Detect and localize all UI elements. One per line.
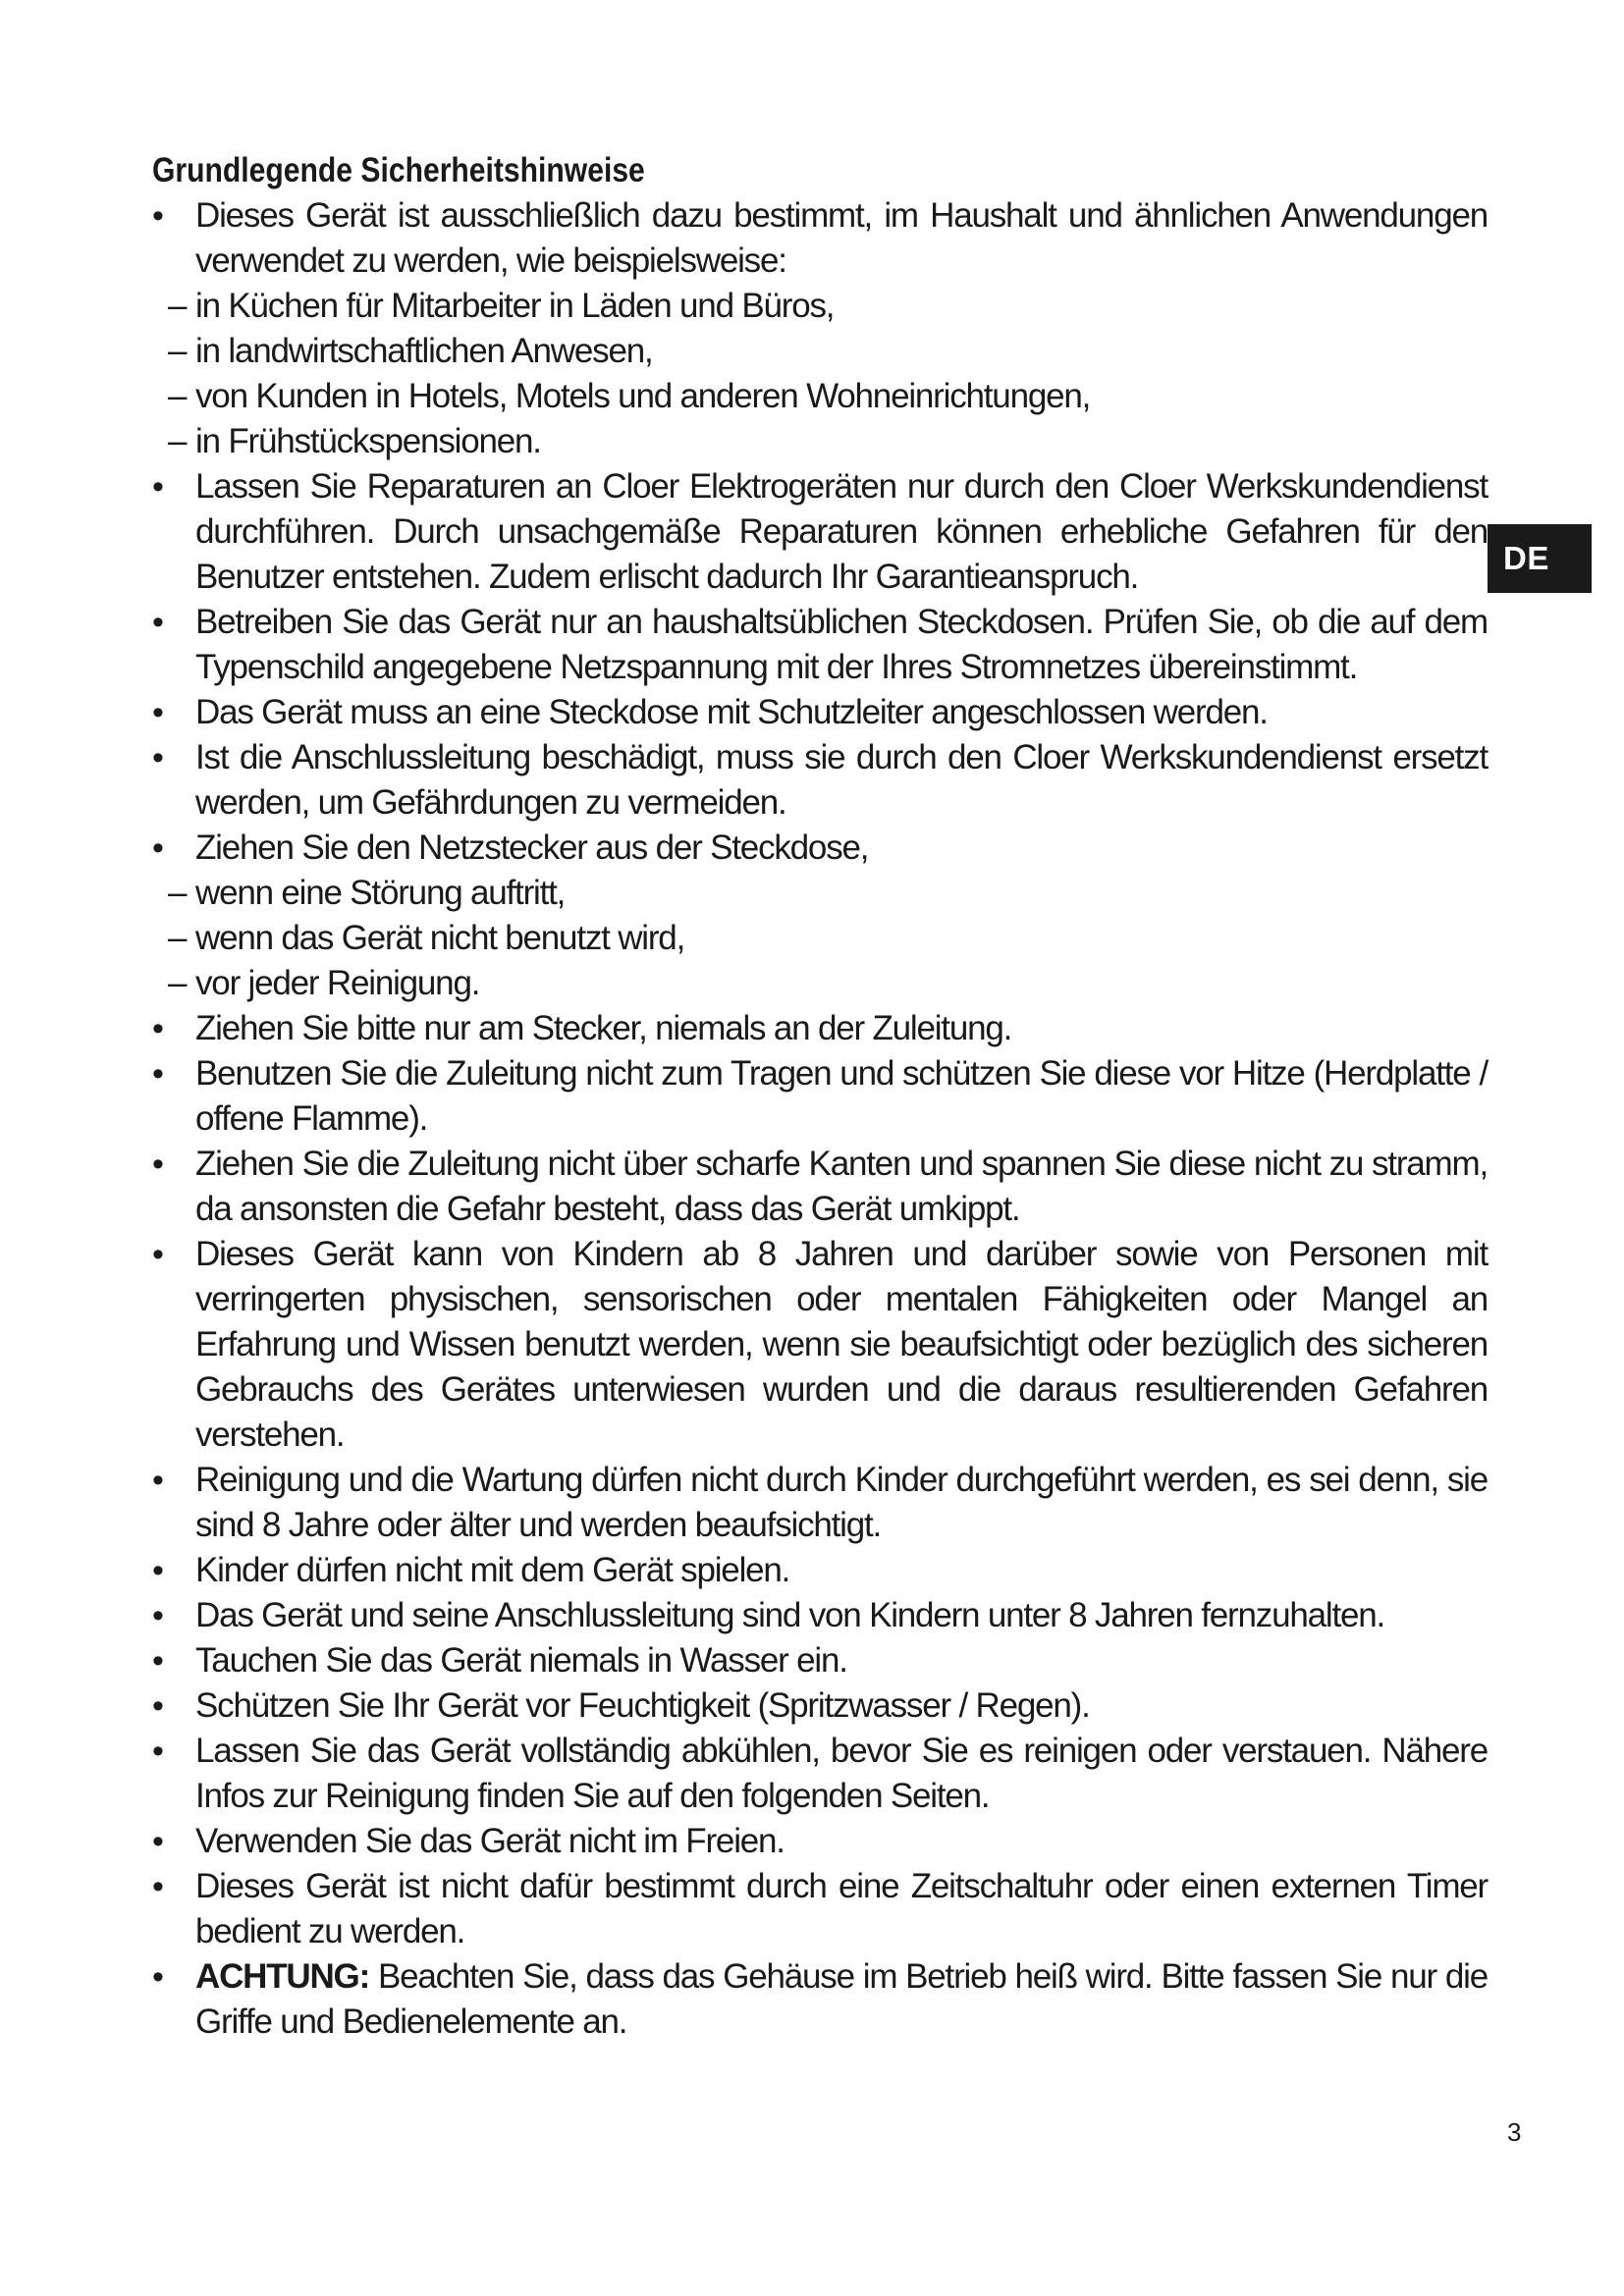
list-item-text: • Das Gerät muss an eine Steckdose mit Schutzleiter angeschlossen werden. xyxy=(195,693,1268,731)
list-item-text: • Ziehen Sie den Netzstecker aus der Steckdose, xyxy=(195,828,869,867)
list-sub-item xyxy=(152,329,1488,374)
section-heading: Grundlegende Sicherheitshinweise xyxy=(152,151,645,189)
warning-item xyxy=(152,1954,1488,2045)
list-item-text: • Ziehen Sie die Zuleitung nicht über scharfe Kanten und spannen Sie diese nicht zu stramm, da ansonsten die Gefahr besteht, dass das Gerät umkippt. xyxy=(195,1145,1488,1228)
list-item-text: • Dieses Gerät ist nicht dafür bestimmt durch eine Zeitschaltuhr oder einen externen Timer bedient zu werden. xyxy=(195,1867,1488,1950)
list-item xyxy=(152,826,1488,871)
list-item xyxy=(152,1232,1488,1458)
list-sub-item xyxy=(152,419,1488,464)
list-item-text: • Reinigung und die Wartung dürfen nicht durch Kinder durchgeführt werden, es sei denn, sie sind 8 Jahre oder älter und werden beaufsichtigt. xyxy=(195,1461,1488,1544)
warning-text: Beachten Sie, dass das Gehäuse im Betrieb heiß wird. Bitte fassen Sie nur die Griffe und Bedienelemente an. xyxy=(195,1957,1488,2041)
list-sub-item xyxy=(152,916,1488,961)
list-item-text: – in landwirtschaftlichen Anwesen, xyxy=(195,332,653,370)
language-tab: DE xyxy=(1488,524,1592,593)
safety-instructions-section xyxy=(152,149,1488,2045)
list-item xyxy=(152,1006,1488,1051)
list-item xyxy=(152,1819,1488,1864)
instruction-list xyxy=(152,193,1488,2045)
list-item-text: • Benutzen Sie die Zuleitung nicht zum Tragen und schützen Sie diese vor Hitze (Herdplatte / offene Flamme). xyxy=(195,1054,1488,1138)
list-sub-item xyxy=(152,961,1488,1006)
list-item xyxy=(152,1729,1488,1819)
list-sub-item xyxy=(152,871,1488,916)
page-number: 3 xyxy=(1507,2117,1522,2147)
list-item xyxy=(152,1683,1488,1729)
list-item-text: • Das Gerät und seine Anschlussleitung sind von Kindern unter 8 Jahren fernzuhalten. xyxy=(195,1596,1385,1634)
list-item-text: – wenn das Gerät nicht benutzt wird, xyxy=(195,919,685,957)
list-item xyxy=(152,1458,1488,1548)
list-item-text: • Ziehen Sie bitte nur am Stecker, niemals an der Zuleitung. xyxy=(195,1009,1012,1047)
list-item xyxy=(152,464,1488,600)
list-item-text: • Dieses Gerät kann von Kindern ab 8 Jahren und darüber sowie von Personen mit verringerten physischen, sensorischen oder mentalen Fähigkeiten oder Mangel an Erfahrung und Wissen benutzt werden, wenn sie beaufsichtigt oder bezüglich des sicheren Gebrauchs des Gerätes unterwiesen wurden und die daraus resultierenden Gefahren verstehen. xyxy=(195,1235,1488,1454)
list-item xyxy=(152,1142,1488,1232)
list-item-text: – von Kunden in Hotels, Motels und anderen Wohneinrichtungen, xyxy=(195,377,1091,415)
list-sub-item xyxy=(152,374,1488,419)
list-item-text: • Schützen Sie Ihr Gerät vor Feuchtigkeit (Spritzwasser / Regen). xyxy=(195,1686,1090,1725)
list-item xyxy=(152,1548,1488,1593)
list-item-text: • Lassen Sie das Gerät vollständig abkühlen, bevor Sie es reinigen oder verstauen. Nähere Infos zur Reinigung finden Sie auf den folgenden Seiten. xyxy=(195,1732,1488,1815)
list-item-text: • Ist die Anschlussleitung beschädigt, muss sie durch den Cloer Werkskundendienst ersetzt werden, um Gefährdungen zu vermeiden. xyxy=(195,738,1488,822)
list-item-text: • Kinder dürfen nicht mit dem Gerät spielen. xyxy=(195,1551,790,1589)
list-item-text: – in Küchen für Mitarbeiter in Läden und Büros, xyxy=(195,287,835,325)
list-sub-item xyxy=(152,284,1488,329)
warning-text-block xyxy=(195,1954,1488,2045)
list-item xyxy=(152,1051,1488,1142)
list-item xyxy=(152,1864,1488,1954)
list-item xyxy=(152,600,1488,690)
list-item-text: • Lassen Sie Reparaturen an Cloer Elektrogeräten nur durch den Cloer Werkskundendienst durchführen. Durch unsachgemäße Reparaturen können erhebliche Gefahren für den Benutzer entstehen. Zudem erlischt dadurch Ihr Garantieanspruch. xyxy=(195,467,1488,596)
list-item-text: • Verwenden Sie das Gerät nicht im Freien. xyxy=(195,1822,785,1860)
list-item xyxy=(152,193,1488,284)
list-item-text: • Dieses Gerät ist ausschließlich dazu bestimmt, im Haushalt und ähnlichen Anwendungen verwendet zu werden, wie beispielsweise: xyxy=(195,196,1488,280)
list-item-text: – in Frühstückspensionen. xyxy=(195,422,541,460)
list-item-text: – wenn eine Störung auftritt, xyxy=(195,874,566,912)
list-item-text: • Tauchen Sie das Gerät niemals in Wasser ein. xyxy=(195,1641,847,1680)
list-item xyxy=(152,690,1488,735)
list-item-text: • Betreiben Sie das Gerät nur an haushaltsüblichen Steckdosen. Prüfen Sie, ob die auf dem Typenschild angegebene Netzspannung mit der Ihres Stromnetzes übereinstimmt. xyxy=(195,603,1488,686)
warning-label: ACHTUNG: xyxy=(195,1957,370,1996)
list-item xyxy=(152,1638,1488,1683)
list-item xyxy=(152,735,1488,826)
list-item-text: – vor jeder Reinigung. xyxy=(195,964,480,1002)
list-item xyxy=(152,1593,1488,1638)
